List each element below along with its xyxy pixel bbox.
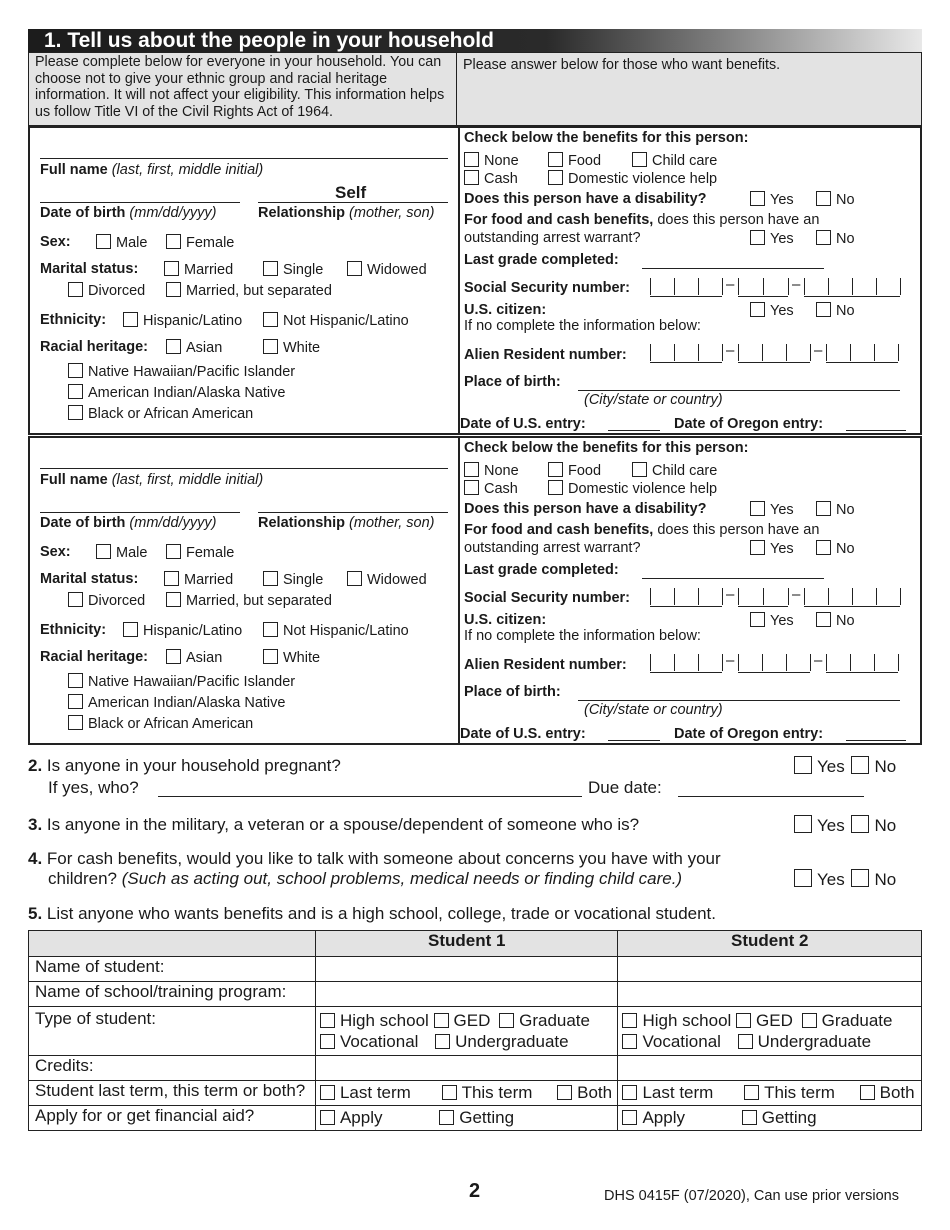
ssn-part2[interactable] bbox=[738, 588, 788, 607]
s2-highschool-checkbox[interactable] bbox=[622, 1013, 637, 1028]
s2-lastterm-checkbox[interactable] bbox=[622, 1085, 637, 1100]
food-label: Food bbox=[568, 153, 602, 169]
student-1-header: Student 1 bbox=[315, 931, 618, 957]
relationship-hint: (mother, son) bbox=[349, 205, 435, 221]
aian-checkbox[interactable] bbox=[68, 384, 83, 399]
sex-female-checkbox[interactable] bbox=[166, 544, 181, 559]
ethnicity-label: Ethnicity: bbox=[40, 622, 107, 638]
this-term-label: This term bbox=[764, 1083, 835, 1102]
graduate-label: Graduate bbox=[519, 1011, 590, 1030]
disability-question: Does this person have a disability? bbox=[464, 501, 707, 517]
date-oregon-entry-label: Date of Oregon entry: bbox=[674, 416, 824, 432]
dob-line[interactable] bbox=[40, 512, 240, 513]
benefit-cash-checkbox[interactable] bbox=[464, 170, 479, 185]
dv-help-label: Domestic violence help bbox=[568, 481, 718, 497]
ssn-part3[interactable] bbox=[804, 588, 900, 607]
question-4-line2 bbox=[48, 869, 682, 889]
warrant-no-checkbox[interactable] bbox=[816, 540, 831, 555]
city-hint: (City/state or country) bbox=[584, 702, 723, 718]
dob-line[interactable] bbox=[40, 202, 240, 203]
place-birth-label: Place of birth: bbox=[464, 374, 561, 390]
benefit-none-checkbox[interactable] bbox=[464, 152, 479, 167]
ethnicity-label: Ethnicity: bbox=[40, 312, 107, 328]
highschool-label: High school bbox=[642, 1011, 732, 1030]
none-label: None bbox=[484, 463, 519, 479]
warrant-bold: For food and cash benefits, bbox=[464, 212, 654, 228]
ssn-dash: – bbox=[792, 586, 801, 603]
alien-part2[interactable] bbox=[738, 654, 810, 673]
person-benefits bbox=[460, 438, 920, 743]
alien-dash: – bbox=[726, 652, 735, 669]
benefit-childcare-checkbox[interactable] bbox=[632, 152, 647, 167]
student-header-blank bbox=[29, 931, 316, 957]
student-1-aid bbox=[315, 1106, 618, 1131]
warrant-yes-checkbox[interactable] bbox=[750, 230, 765, 245]
q5-number: 5. bbox=[28, 904, 43, 923]
asian-checkbox[interactable] bbox=[166, 649, 181, 664]
citizen-yes-checkbox[interactable] bbox=[750, 612, 765, 627]
student-1-type bbox=[315, 1007, 618, 1056]
married-separated-label: Married, but separated bbox=[186, 283, 332, 299]
undergraduate-label: Undergraduate bbox=[455, 1032, 569, 1051]
this-term-label: This term bbox=[461, 1083, 533, 1102]
date-us-entry-label: Date of U.S. entry: bbox=[460, 416, 586, 432]
student-2-name-input[interactable] bbox=[618, 957, 922, 982]
widowed-checkbox[interactable] bbox=[347, 571, 362, 586]
graduate-label: Graduate bbox=[821, 1011, 893, 1030]
none-label: None bbox=[484, 153, 519, 169]
full-name-label: Full name bbox=[40, 472, 108, 488]
highschool-label: High school bbox=[339, 1011, 429, 1030]
relationship-value: Self bbox=[335, 183, 367, 202]
getting-label: Getting bbox=[761, 1108, 817, 1127]
white-checkbox[interactable] bbox=[263, 339, 278, 354]
last-grade-line[interactable] bbox=[642, 578, 824, 579]
no-label: No bbox=[836, 231, 855, 247]
s1-thisterm-checkbox[interactable] bbox=[442, 1085, 457, 1100]
q2-due-line[interactable] bbox=[678, 796, 864, 797]
nhpi-checkbox[interactable] bbox=[68, 363, 83, 378]
if-no-text: If no complete the information below: bbox=[464, 628, 701, 644]
section-1-title: 1. Tell us about the people in your household bbox=[28, 29, 922, 52]
married-label: Married bbox=[184, 572, 234, 588]
sex-female-checkbox[interactable] bbox=[166, 234, 181, 249]
q4-line1: For cash benefits, would you like to talk with someone about concerns you have with your bbox=[46, 849, 721, 868]
hispanic-checkbox[interactable] bbox=[123, 312, 138, 327]
page-number: 2 bbox=[469, 1180, 481, 1202]
row-aid-label: Apply for or get financial aid? bbox=[29, 1106, 316, 1131]
last-grade-line[interactable] bbox=[642, 268, 824, 269]
benefit-food-checkbox[interactable] bbox=[548, 152, 563, 167]
full-name-line[interactable] bbox=[40, 158, 448, 159]
q4-no-label: No bbox=[874, 870, 897, 889]
person-benefits bbox=[460, 128, 920, 433]
warrant-rest: does this person have an bbox=[657, 522, 820, 538]
q3-number: 3. bbox=[28, 815, 43, 834]
yes-label: Yes bbox=[770, 502, 794, 518]
white-label: White bbox=[283, 340, 321, 356]
s1-highschool-checkbox[interactable] bbox=[320, 1013, 335, 1028]
student-2-type bbox=[618, 1007, 922, 1056]
place-birth-line[interactable] bbox=[578, 700, 900, 701]
q4-yes-label: Yes bbox=[817, 870, 845, 889]
q2-yes-checkbox[interactable] bbox=[794, 756, 812, 774]
childcare-label: Child care bbox=[652, 153, 718, 169]
disability-yes-checkbox[interactable] bbox=[750, 501, 765, 516]
divorced-label: Divorced bbox=[88, 593, 146, 609]
male-label: Male bbox=[116, 235, 148, 251]
benefits-heading: Check below the benefits for this person: bbox=[464, 130, 749, 146]
student-2-aid bbox=[618, 1106, 922, 1131]
aian-label: American Indian/Alaska Native bbox=[88, 385, 286, 401]
hispanic-label: Hispanic/Latino bbox=[143, 313, 243, 329]
single-label: Single bbox=[283, 262, 324, 278]
q4-line2b: (Such as acting out, school problems, medical needs or finding child care.) bbox=[121, 869, 683, 888]
intro-left-text: Please complete below for everyone in your household. You can choose not to give your ethnic group and racial heritage information. It will not affect your eligibility. This information helps us follow Title VI of the Civil Rights Act of 1964. bbox=[29, 53, 457, 125]
alien-part3[interactable] bbox=[826, 654, 898, 673]
ssn-part3[interactable] bbox=[804, 278, 900, 297]
relationship-hint: (mother, son) bbox=[349, 515, 435, 531]
yes-label: Yes bbox=[770, 231, 794, 247]
date-oregon-entry-line[interactable] bbox=[846, 740, 906, 741]
childcare-label: Child care bbox=[652, 463, 718, 479]
dob-hint: (mm/dd/yyyy) bbox=[129, 515, 217, 531]
s2-graduate-checkbox[interactable] bbox=[802, 1013, 817, 1028]
asian-label: Asian bbox=[186, 340, 223, 356]
getting-label: Getting bbox=[459, 1108, 515, 1127]
dob-label: Date of birth bbox=[40, 205, 126, 221]
row-term-label: Student last term, this term or both? bbox=[29, 1081, 316, 1106]
warrant-no-checkbox[interactable] bbox=[816, 230, 831, 245]
student-2-header: Student 2 bbox=[618, 931, 922, 957]
date-us-entry-line[interactable] bbox=[608, 740, 660, 741]
apply-label: Apply bbox=[339, 1108, 383, 1127]
person-block-1 bbox=[28, 126, 922, 435]
divorced-label: Divorced bbox=[88, 283, 146, 299]
widowed-checkbox[interactable] bbox=[347, 261, 362, 276]
dv-help-label: Domestic violence help bbox=[568, 171, 718, 187]
q4-number: 4. bbox=[28, 849, 43, 868]
q3-yes-label: Yes bbox=[817, 816, 845, 835]
black-checkbox[interactable] bbox=[68, 715, 83, 730]
ssn-label: Social Security number: bbox=[464, 590, 630, 606]
not-hispanic-checkbox[interactable] bbox=[263, 312, 278, 327]
person-demographics bbox=[30, 438, 460, 743]
married-checkbox[interactable] bbox=[164, 571, 179, 586]
black-label: Black or African American bbox=[88, 716, 254, 732]
s1-ged-checkbox[interactable] bbox=[434, 1013, 449, 1028]
female-label: Female bbox=[186, 235, 235, 251]
student-1-credits-input[interactable] bbox=[315, 1056, 618, 1081]
form-id: DHS 0415F (07/2020), Can use prior versions bbox=[604, 1188, 899, 1204]
single-checkbox[interactable] bbox=[263, 261, 278, 276]
disability-yes-checkbox[interactable] bbox=[750, 191, 765, 206]
full-name-label: Full name bbox=[40, 162, 108, 178]
if-no-text: If no complete the information below: bbox=[464, 318, 701, 334]
benefit-none-checkbox[interactable] bbox=[464, 462, 479, 477]
question-3 bbox=[28, 815, 639, 835]
benefits-heading: Check below the benefits for this person: bbox=[464, 440, 749, 456]
sex-label: Sex: bbox=[40, 234, 71, 250]
racial-label: Racial heritage: bbox=[40, 339, 148, 355]
not-hispanic-label: Not Hispanic/Latino bbox=[283, 623, 409, 639]
no-label: No bbox=[836, 192, 855, 208]
yes-label: Yes bbox=[770, 613, 794, 629]
city-hint: (City/state or country) bbox=[584, 392, 723, 408]
yes-label: Yes bbox=[770, 303, 794, 319]
citizen-no-checkbox[interactable] bbox=[816, 302, 831, 317]
ssn-dash: – bbox=[792, 276, 801, 293]
cash-label: Cash bbox=[484, 171, 518, 187]
date-oregon-entry-line[interactable] bbox=[846, 430, 906, 431]
ssn-dash: – bbox=[726, 586, 735, 603]
nhpi-label: Native Hawaiian/Pacific Islander bbox=[88, 364, 296, 380]
asian-label: Asian bbox=[186, 650, 223, 666]
married-separated-checkbox[interactable] bbox=[166, 282, 181, 297]
citizen-no-checkbox[interactable] bbox=[816, 612, 831, 627]
row-name-label: Name of student: bbox=[29, 957, 316, 982]
student-1-name-input[interactable] bbox=[315, 957, 618, 982]
q2-who-label: If yes, who? bbox=[48, 778, 139, 797]
student-1-school-input[interactable] bbox=[315, 982, 618, 1007]
warrant-yes-checkbox[interactable] bbox=[750, 540, 765, 555]
s1-getting-checkbox[interactable] bbox=[439, 1110, 454, 1125]
no-label: No bbox=[836, 613, 855, 629]
relationship-line[interactable] bbox=[258, 512, 448, 513]
ssn-part2[interactable] bbox=[738, 278, 788, 297]
disability-no-checkbox[interactable] bbox=[816, 501, 831, 516]
s1-both-checkbox[interactable] bbox=[557, 1085, 572, 1100]
row-credits-label: Credits: bbox=[29, 1056, 316, 1081]
alien-label: Alien Resident number: bbox=[464, 657, 627, 673]
black-label: Black or African American bbox=[88, 406, 254, 422]
single-checkbox[interactable] bbox=[263, 571, 278, 586]
s2-vocational-checkbox[interactable] bbox=[622, 1034, 637, 1049]
vocational-label: Vocational bbox=[642, 1032, 721, 1051]
disability-no-checkbox[interactable] bbox=[816, 191, 831, 206]
female-label: Female bbox=[186, 545, 235, 561]
date-us-entry-line[interactable] bbox=[608, 430, 660, 431]
sex-male-checkbox[interactable] bbox=[96, 234, 111, 249]
q5-text: List anyone who wants benefits and is a high school, college, trade or vocational student. bbox=[46, 904, 717, 923]
q2-yes-label: Yes bbox=[817, 757, 845, 776]
s2-getting-checkbox[interactable] bbox=[742, 1110, 757, 1125]
vocational-label: Vocational bbox=[339, 1032, 419, 1051]
date-oregon-entry-label: Date of Oregon entry: bbox=[674, 726, 824, 742]
last-term-label: Last term bbox=[339, 1083, 411, 1102]
widowed-label: Widowed bbox=[367, 572, 427, 588]
date-us-entry-label: Date of U.S. entry: bbox=[460, 726, 586, 742]
s1-lastterm-checkbox[interactable] bbox=[320, 1085, 335, 1100]
sex-label: Sex: bbox=[40, 544, 71, 560]
ssn-part1[interactable] bbox=[650, 278, 722, 297]
person-block-2 bbox=[28, 436, 922, 745]
both-label: Both bbox=[577, 1083, 613, 1102]
dob-hint: (mm/dd/yyyy) bbox=[129, 205, 217, 221]
married-separated-label: Married, but separated bbox=[186, 593, 332, 609]
q4-line2a: children? bbox=[48, 869, 117, 888]
undergraduate-label: Undergraduate bbox=[757, 1032, 872, 1051]
no-label: No bbox=[836, 303, 855, 319]
nhpi-label: Native Hawaiian/Pacific Islander bbox=[88, 674, 296, 690]
citizen-yes-checkbox[interactable] bbox=[750, 302, 765, 317]
alien-part1[interactable] bbox=[650, 344, 722, 363]
benefit-dv-checkbox[interactable] bbox=[548, 170, 563, 185]
male-label: Male bbox=[116, 545, 148, 561]
q2-text: Is anyone in your household pregnant? bbox=[46, 756, 341, 775]
married-label: Married bbox=[184, 262, 234, 278]
alien-dash: – bbox=[814, 652, 823, 669]
black-checkbox[interactable] bbox=[68, 405, 83, 420]
divorced-checkbox[interactable] bbox=[68, 282, 83, 297]
student-2-credits-input[interactable] bbox=[618, 1056, 922, 1081]
ssn-label: Social Security number: bbox=[464, 280, 630, 296]
alien-dash: – bbox=[814, 342, 823, 359]
student-2-school-input[interactable] bbox=[618, 982, 922, 1007]
q4-yes-checkbox[interactable] bbox=[794, 869, 812, 887]
benefit-childcare-checkbox[interactable] bbox=[632, 462, 647, 477]
us-citizen-label: U.S. citizen: bbox=[464, 612, 547, 628]
s2-thisterm-checkbox[interactable] bbox=[744, 1085, 759, 1100]
q3-yes-checkbox[interactable] bbox=[794, 815, 812, 833]
alien-part1[interactable] bbox=[650, 654, 722, 673]
not-hispanic-label: Not Hispanic/Latino bbox=[283, 313, 409, 329]
s1-vocational-checkbox[interactable] bbox=[320, 1034, 335, 1049]
full-name-hint: (last, first, middle initial) bbox=[111, 162, 264, 178]
last-grade-label: Last grade completed: bbox=[464, 252, 619, 268]
last-grade-label: Last grade completed: bbox=[464, 562, 619, 578]
warrant-line2: outstanding arrest warrant? bbox=[464, 540, 641, 556]
alien-part3[interactable] bbox=[826, 344, 898, 363]
ssn-part1[interactable] bbox=[650, 588, 722, 607]
not-hispanic-checkbox[interactable] bbox=[263, 622, 278, 637]
yes-label: Yes bbox=[770, 541, 794, 557]
aian-checkbox[interactable] bbox=[68, 694, 83, 709]
racial-label: Racial heritage: bbox=[40, 649, 148, 665]
s2-both-checkbox[interactable] bbox=[860, 1085, 875, 1100]
s2-undergraduate-checkbox[interactable] bbox=[738, 1034, 753, 1049]
student-table bbox=[28, 930, 922, 1131]
asian-checkbox[interactable] bbox=[166, 339, 181, 354]
intro-right-text: Please answer below for those who want benefits. bbox=[463, 57, 781, 73]
person-demographics bbox=[30, 128, 460, 433]
relationship-line[interactable] bbox=[258, 202, 448, 203]
full-name-hint: (last, first, middle initial) bbox=[111, 472, 264, 488]
question-2 bbox=[28, 756, 341, 776]
marital-label: Marital status: bbox=[40, 261, 139, 277]
row-type-label: Type of student: bbox=[29, 1007, 316, 1056]
q3-no-label: No bbox=[874, 816, 897, 835]
ssn-dash: – bbox=[726, 276, 735, 293]
alien-label: Alien Resident number: bbox=[464, 347, 627, 363]
sex-male-checkbox[interactable] bbox=[96, 544, 111, 559]
full-name-line[interactable] bbox=[40, 468, 448, 469]
relationship-label: Relationship bbox=[258, 205, 346, 221]
ged-label: GED bbox=[756, 1011, 793, 1030]
white-label: White bbox=[283, 650, 321, 666]
warrant-line2: outstanding arrest warrant? bbox=[464, 230, 641, 246]
place-birth-line[interactable] bbox=[578, 390, 900, 391]
hispanic-label: Hispanic/Latino bbox=[143, 623, 243, 639]
s1-undergraduate-checkbox[interactable] bbox=[435, 1034, 450, 1049]
white-checkbox[interactable] bbox=[263, 649, 278, 664]
s1-apply-checkbox[interactable] bbox=[320, 1110, 335, 1125]
dob-label: Date of birth bbox=[40, 515, 126, 531]
nhpi-checkbox[interactable] bbox=[68, 673, 83, 688]
us-citizen-label: U.S. citizen: bbox=[464, 302, 547, 318]
alien-dash: – bbox=[726, 342, 735, 359]
q2-due-label: Due date: bbox=[588, 778, 662, 797]
q2-no-label: No bbox=[874, 757, 897, 776]
benefit-food-checkbox[interactable] bbox=[548, 462, 563, 477]
question-4 bbox=[28, 849, 721, 869]
both-label: Both bbox=[879, 1083, 915, 1102]
row-school-label: Name of school/training program: bbox=[29, 982, 316, 1007]
marital-label: Marital status: bbox=[40, 571, 139, 587]
aian-label: American Indian/Alaska Native bbox=[88, 695, 286, 711]
q3-no-checkbox[interactable] bbox=[851, 815, 869, 833]
apply-label: Apply bbox=[642, 1108, 685, 1127]
q2-who-line[interactable] bbox=[158, 796, 582, 797]
benefit-cash-checkbox[interactable] bbox=[464, 480, 479, 495]
section-1-intro bbox=[28, 52, 922, 126]
widowed-label: Widowed bbox=[367, 262, 427, 278]
q3-text: Is anyone in the military, a veteran or a spouse/dependent of someone who is? bbox=[46, 815, 640, 834]
relationship-label: Relationship bbox=[258, 515, 346, 531]
student-1-term bbox=[315, 1081, 618, 1106]
yes-label: Yes bbox=[770, 192, 794, 208]
no-label: No bbox=[836, 502, 855, 518]
hispanic-checkbox[interactable] bbox=[123, 622, 138, 637]
question-5 bbox=[28, 904, 716, 924]
disability-question: Does this person have a disability? bbox=[464, 191, 707, 207]
warrant-bold: For food and cash benefits, bbox=[464, 522, 654, 538]
married-separated-checkbox[interactable] bbox=[166, 592, 181, 607]
divorced-checkbox[interactable] bbox=[68, 592, 83, 607]
last-term-label: Last term bbox=[642, 1083, 714, 1102]
benefit-dv-checkbox[interactable] bbox=[548, 480, 563, 495]
q2-no-checkbox[interactable] bbox=[851, 756, 869, 774]
s2-ged-checkbox[interactable] bbox=[736, 1013, 751, 1028]
place-birth-label: Place of birth: bbox=[464, 684, 561, 700]
cash-label: Cash bbox=[484, 481, 518, 497]
student-2-term bbox=[618, 1081, 922, 1106]
single-label: Single bbox=[283, 572, 324, 588]
warrant-rest: does this person have an bbox=[657, 212, 820, 228]
alien-part2[interactable] bbox=[738, 344, 810, 363]
food-label: Food bbox=[568, 463, 602, 479]
q2-number: 2. bbox=[28, 756, 43, 775]
s1-graduate-checkbox[interactable] bbox=[499, 1013, 514, 1028]
ged-label: GED bbox=[453, 1011, 491, 1030]
married-checkbox[interactable] bbox=[164, 261, 179, 276]
s2-apply-checkbox[interactable] bbox=[622, 1110, 637, 1125]
q4-no-checkbox[interactable] bbox=[851, 869, 869, 887]
no-label: No bbox=[836, 541, 855, 557]
